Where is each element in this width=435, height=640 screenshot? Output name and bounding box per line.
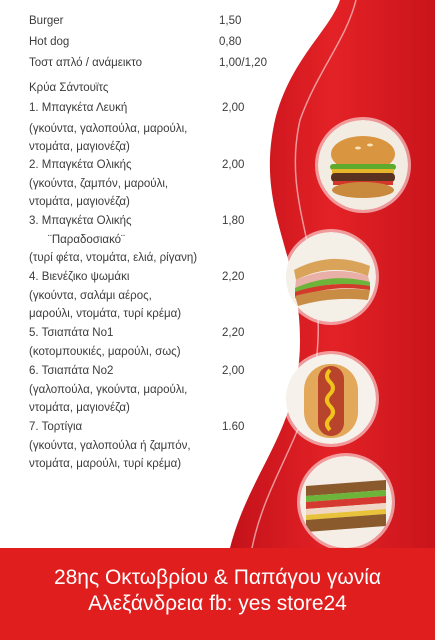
- sandwich-4-name: 4. Βιενέζικο ψωμάκι: [29, 271, 130, 283]
- footer-banner: [0, 548, 435, 640]
- sandwich-7-name: 7. Τορτίγια: [29, 421, 83, 433]
- sandwich-2-detail: (γκούντα, ζαμπόν, μαρούλι,: [29, 178, 169, 190]
- sandwich-2-price: 2,00: [222, 159, 245, 171]
- sandwich-7-detail: ντομάτα, μαρούλι, τυρί κρέμα): [29, 458, 182, 470]
- item-hotdog-name: Hot dog: [29, 36, 70, 48]
- sandwich-1-price: 2,00: [222, 102, 245, 114]
- item-burger-name: Burger: [29, 15, 64, 27]
- item-burger-price: 1,50: [219, 15, 242, 27]
- item-toast-name: Τοστ απλό / ανάμεικτο: [29, 57, 143, 69]
- sandwich-1-detail: (γκούντα, γαλοπούλα, μαρούλι,: [29, 123, 188, 135]
- sandwich-3-detail: (τυρί φέτα, ντομάτα, ελιά, ρίγανη): [29, 252, 198, 264]
- sandwich-6-price: 2,00: [222, 365, 245, 377]
- footer-address: 28ης Οκτωβρίου & Παπάγου γωνία: [53, 566, 382, 589]
- sandwich-2-detail: ντομάτα, μαγιονέζα): [29, 196, 130, 208]
- hot-dog-photo: [286, 354, 376, 444]
- sandwich-3-detail: ¨Παραδοσιακό¨: [48, 234, 125, 246]
- burger-photo: [318, 120, 408, 210]
- sandwich-2-name: 2. Μπαγκέτα Ολικής: [29, 159, 132, 171]
- sandwich-6-detail: (γαλοπούλα, γκούντα, μαρούλι,: [29, 384, 188, 396]
- footer-city-social: Αλεξάνδρεια fb: yes store24: [88, 592, 347, 615]
- sandwich-5-name: 5. Τσιαπάτα Νο1: [29, 327, 114, 339]
- sandwich-7-detail: (γκούντα, γαλοπούλα ή ζαμπόν,: [29, 440, 191, 452]
- sandwich-1-name: 1. Μπαγκέτα Λευκή: [29, 102, 128, 114]
- club-sandwich-photo: [300, 456, 392, 548]
- sandwich-1-detail: ντομάτα, μαγιονέζα): [29, 141, 130, 153]
- section-title: Κρύα Σάντουϊτς: [29, 82, 109, 94]
- sandwich-3-price: 1,80: [222, 215, 245, 227]
- item-toast-price: 1,00/1,20: [219, 57, 267, 69]
- sandwich-6-name: 6. Τσιαπάτα Νο2: [29, 365, 114, 377]
- sandwich-6-detail: ντομάτα, μαγιονέζα): [29, 402, 130, 414]
- sandwich-7-price: 1.60: [222, 421, 245, 433]
- sandwich-5-price: 2,20: [222, 327, 245, 339]
- item-hotdog-price: 0,80: [219, 36, 242, 48]
- sandwich-4-detail: (γκούντα, σαλάμι αέρος,: [29, 290, 152, 302]
- sandwich-3-name: 3. Μπαγκέτα Ολικής: [29, 215, 132, 227]
- sandwich-4-detail: μαρούλι, ντομάτα, τυρί κρέμα): [29, 308, 182, 320]
- sub-sandwich-photo: [286, 232, 376, 322]
- sandwich-5-detail: (κοτομπουκιές, μαρούλι, σως): [29, 346, 181, 358]
- sandwich-4-price: 2,20: [222, 271, 245, 283]
